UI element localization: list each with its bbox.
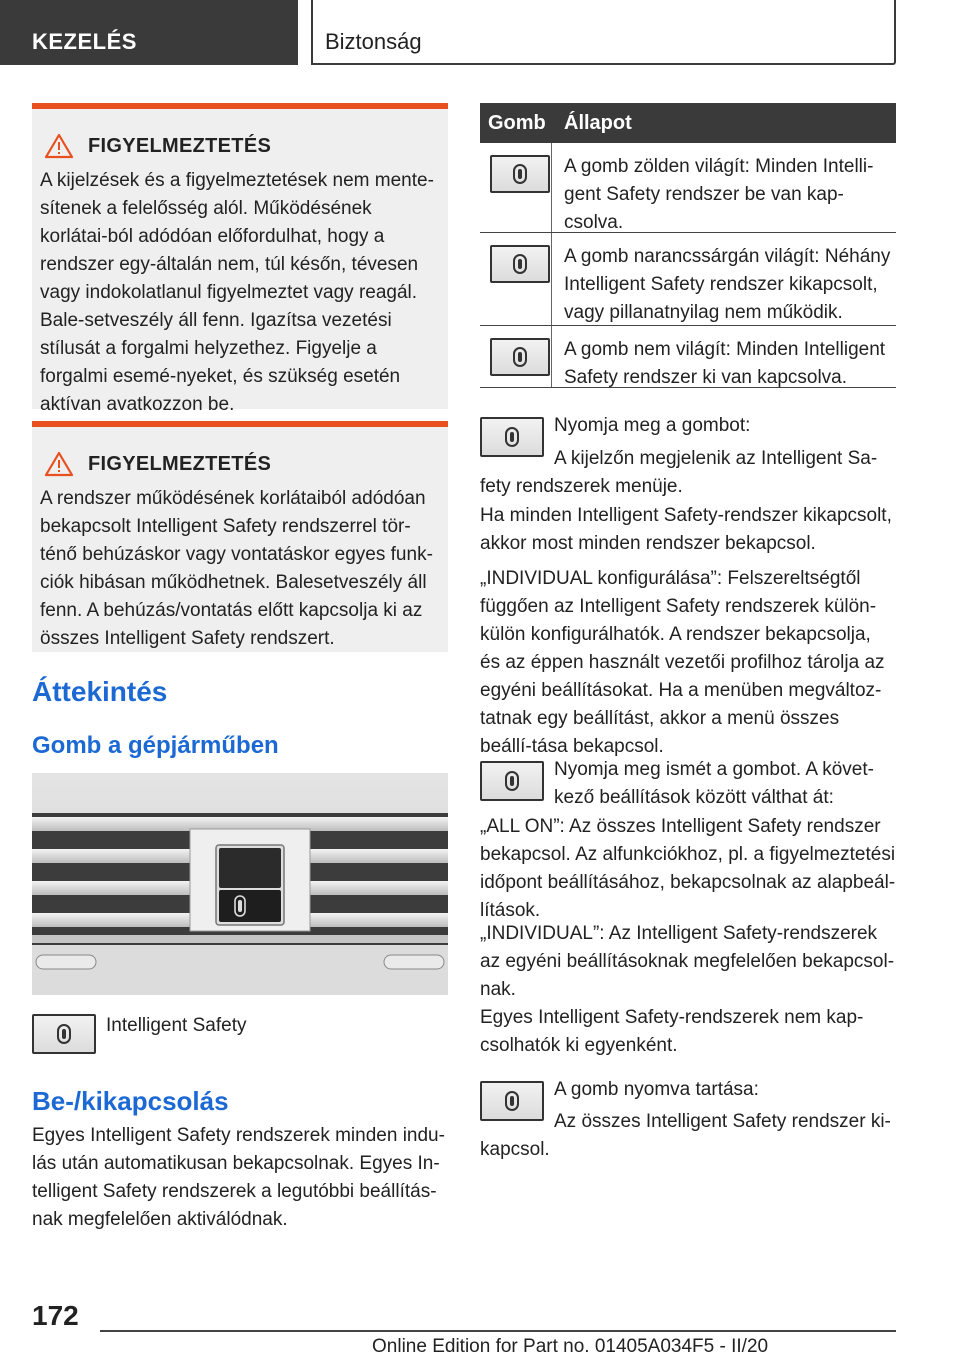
button-orange-icon bbox=[490, 245, 550, 283]
button-press-again-icon bbox=[480, 761, 544, 801]
button-status-table bbox=[480, 103, 896, 388]
warning-box-1 bbox=[32, 103, 448, 415]
table-cell-status: A gomb nem világít: Minden Intelligent Safety rendszer ki van kapcsolva. bbox=[564, 339, 886, 388]
warning-title: FIGYELMEZTETÉS bbox=[88, 452, 272, 475]
step-3-lead: A gomb nyomva tartása: bbox=[554, 1079, 759, 1100]
button-caption: Intelligent Safety bbox=[106, 1015, 247, 1036]
step-3-text: Az összes Intelligent Safety rendszer ki-kapcsol. bbox=[480, 1111, 891, 1160]
warning-title: FIGYELMEZTETÉS bbox=[88, 134, 272, 157]
button-off-icon bbox=[490, 338, 550, 376]
step-2-text: „ALL ON”: Az összes Intelligent Safety rendszer bekapcsol. Az alfunkciókhoz, pl. a figyelmeztetési időpont beállításához, bekapcsolnak az alapbeál-lítások. bbox=[480, 816, 896, 921]
table-row bbox=[480, 326, 896, 388]
page-number: 172 bbox=[32, 1300, 79, 1331]
header-section-label: KEZELÉS bbox=[32, 29, 137, 54]
step-2-text-3: Egyes Intelligent Safety-rendszerek nem kap-csolhatók ki egyenként. bbox=[480, 1007, 864, 1056]
table-row bbox=[480, 233, 896, 326]
heading-button-in-vehicle: Gomb a gépjárműben bbox=[32, 732, 279, 759]
step-1-text: A kijelzőn megjelenik az Intelligent Sa-fety rendszerek menüje. bbox=[480, 448, 878, 497]
footer-divider bbox=[100, 1330, 896, 1332]
warning-text: A rendszer működésének korlátaiból adódóan bekapcsolt Intelligent Safety rendszerrel tör-ténő behúzáskor vagy vontatáskor egyes funk-ciók hibásan működhetnek. Balesetveszély áll fenn. A behúzás/vontatás előtt kapcsolja ki az összes Intelligent Safety rendszert. bbox=[40, 488, 433, 649]
table-header-button: Gomb bbox=[488, 111, 546, 134]
warning-text: A kijelzések és a figyelmeztetések nem mente-sítenek a felelősség alól. Működésének korlátai-ból adódóan előfordulhat, hogy a rendszer egy-általán nem, túl későn, tévesen vagy indokolatlanul figyelmeztet vagy reagál. Bale-setveszély áll fenn. Igazítsa vezetési stílusát a forgalmi helyzethez. Figyelje a forgalmi esemé-nyeket, és szükség esetén aktívan avatkozzon be. bbox=[40, 170, 434, 415]
step-1-text-3: „INDIVIDUAL konfigurálása”: Felszereltségtől függően az Intelligent Safety rendszerek külön-külön konfigurálhatók. A rendszer bekapcsolja, és az éppen használt vezetői profilhoz tárolja az egyéni beállításokat. Ha a menüben megváltoz-tatnak egy beállítást, akkor a menü összes beállí-tása bekapcsol. bbox=[480, 568, 885, 757]
step-2-text-2: „INDIVIDUAL”: Az Intelligent Safety-rendszerek az egyéni beállításoknak megfelelően bekapcsol-nak. bbox=[480, 923, 895, 1000]
warning-triangle-icon bbox=[44, 133, 74, 159]
table-row bbox=[480, 143, 896, 233]
warning-box-2 bbox=[32, 421, 448, 652]
table-header bbox=[480, 103, 896, 143]
warning-triangle-icon bbox=[44, 451, 74, 477]
header-chapter-label: Biztonság bbox=[325, 29, 422, 54]
step-1-text-2: Ha minden Intelligent Safety-rendszer kikapcsolt, akkor most minden rendszer bekapcsol. bbox=[480, 505, 892, 554]
switching-text: Egyes Intelligent Safety rendszerek minden indu-lás után automatikusan bekapcsolnak. Egyes In-telligent Safety rendszerek a legutóbbi beállítás-nak megfelelően aktiválódnak. bbox=[32, 1125, 445, 1230]
step-2-lead: Nyomja meg ismét a gombot. A követ-kező beállítások között válthat át: bbox=[554, 759, 874, 808]
heading-switching: Be-/kikapcsolás bbox=[32, 1086, 229, 1116]
step-1-lead: Nyomja meg a gombot: bbox=[554, 415, 751, 436]
intelligent-safety-button-icon bbox=[32, 1014, 96, 1054]
button-green-icon bbox=[490, 155, 550, 193]
table-header-status: Állapot bbox=[564, 111, 632, 134]
footer-edition: Online Edition for Part no. 01405A034F5 - II/20 bbox=[372, 1336, 769, 1357]
vehicle-button-photo bbox=[32, 773, 448, 995]
table-cell-status: A gomb zölden világít: Minden Intelli-gent Safety rendszer be van kap-csolva. bbox=[564, 156, 874, 233]
table-cell-status: A gomb narancssárgán világít: Néhány Intelligent Safety rendszer kikapcsolt, vagy pillanatnyilag nem működik. bbox=[564, 246, 891, 323]
heading-overview: Áttekintés bbox=[32, 676, 168, 707]
header-chapter-tab bbox=[311, 0, 896, 65]
header-section-tab bbox=[0, 0, 298, 65]
